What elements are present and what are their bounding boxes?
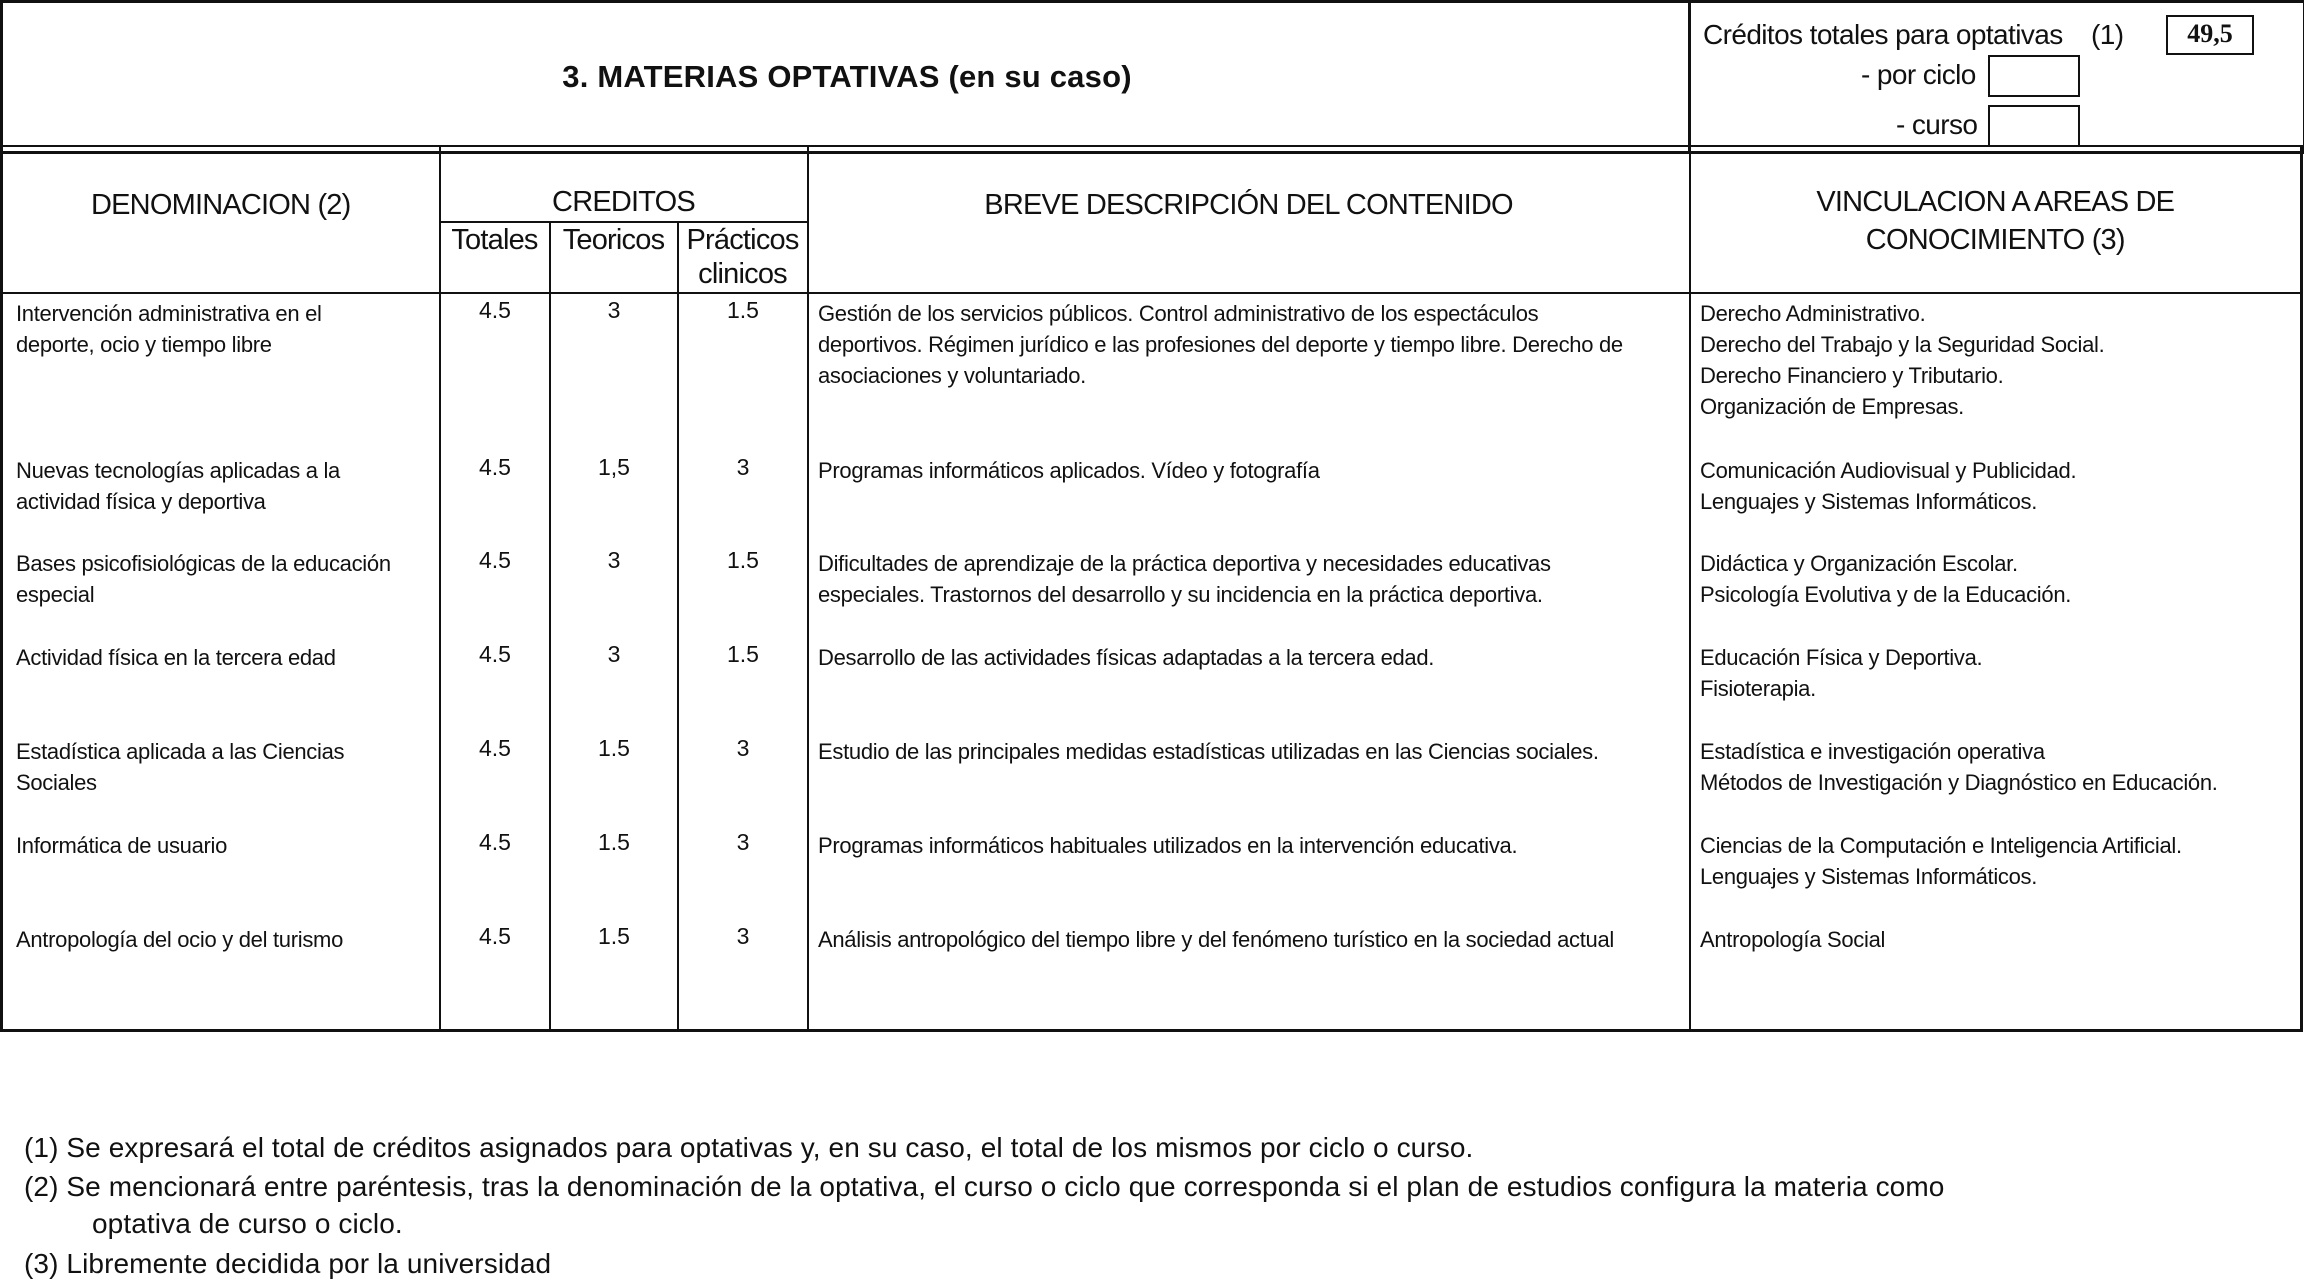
knowledge-area-line: Psicología Evolutiva y de la Educación. (1700, 582, 2072, 607)
credits-practice: 1.5 (727, 641, 759, 667)
credits-total: 4.5 (479, 641, 511, 667)
credits-practice: 3 (736, 735, 750, 761)
subject-description-line: Programas informáticos aplicados. Vídeo y fotografía (818, 458, 1320, 483)
knowledge-area-line: Ciencias de la Computación e Inteligencia Artificial. (1700, 833, 2182, 858)
col-header-creditos: CREDITOS (440, 146, 808, 222)
knowledge-area-line: Derecho Administrativo. (1700, 301, 1926, 326)
credits-theory: 1,5 (598, 454, 630, 480)
knowledge-area-line: Derecho Financiero y Tributario. (1700, 363, 2004, 388)
subject-name-line: Estadística aplicada a las Ciencias (16, 739, 345, 764)
subject-name-line: Nuevas tecnologías aplicadas a la (16, 458, 340, 483)
section-title (0, 0, 1691, 154)
knowledge-area-line: Derecho del Trabajo y la Seguridad Social. (1700, 332, 2105, 357)
footnote-1: (1) Se expresará el total de créditos asignados para optativas y, en su caso, el total de los mismos por ciclo o curso. (24, 1132, 1474, 1163)
footnote-2-line1: (2) Se mencionará entre paréntesis, tras la denominación de la optativa, el curso o ciclo que corresponda si el plan de estudios configura la materia como (24, 1171, 1945, 1202)
section-title-text: 3. MATERIAS OPTATIVAS (en su caso) (562, 59, 1132, 94)
credits-total: 4.5 (479, 454, 511, 480)
credits-practice: 3 (736, 454, 750, 480)
credits-theory: 3 (607, 641, 621, 667)
subject-name-line: Sociales (16, 770, 97, 795)
subject-description-line: Programas informáticos habituales utilizados en la intervención educativa. (818, 833, 1518, 858)
knowledge-area-line: Lenguajes y Sistemas Informáticos. (1700, 489, 2038, 514)
subject-name-line: Informática de usuario (16, 833, 228, 858)
credits-theory: 3 (607, 297, 621, 323)
credits-total: 4.5 (479, 297, 511, 323)
credits-total: 4.5 (479, 923, 511, 949)
col-header-denominacion: DENOMINACION (2) (2, 146, 440, 293)
col-header-vinculacion (1690, 146, 2302, 293)
subject-name-line: actividad física y deportiva (16, 489, 266, 514)
subject-description-line: asociaciones y voluntariado. (818, 363, 1086, 388)
credits-practice: 1.5 (727, 547, 759, 573)
knowledge-area-line: Educación Física y Deportiva. (1700, 645, 1983, 670)
per-course-label: - curso (1896, 109, 1978, 140)
col-header-practicos-line1: Prácticos (686, 224, 799, 256)
knowledge-area-line: Estadística e investigación operativa (1700, 739, 2045, 764)
knowledge-area-line: Comunicación Audiovisual y Publicidad. (1700, 458, 2077, 483)
footnote-3: (3) Libremente decidida por la universidad (24, 1248, 552, 1279)
col-header-totales: Totales (440, 222, 550, 293)
footnote-2-line2: optativa de curso o ciclo. (92, 1208, 403, 1239)
credits-total: 4.5 (479, 735, 511, 761)
knowledge-area-line: Métodos de Investigación y Diagnóstico en Educación. (1700, 770, 2218, 795)
knowledge-area-line: Organización de Empresas. (1700, 394, 1964, 419)
col-header-descripcion: BREVE DESCRIPCIÓN DEL CONTENIDO (808, 146, 1690, 293)
total-credits-value: 49,5 (2187, 19, 2233, 48)
subject-description-line: deportivos. Régimen jurídico e las profesiones del deporte y tiempo libre. Derecho de (818, 332, 1623, 357)
subject-description-line: Análisis antropológico del tiempo libre y del fenómeno turístico en la sociedad actual (818, 927, 1615, 952)
total-credits-note: (1) (2091, 19, 2124, 50)
col-header-vinculacion-line1: VINCULACION A AREAS DE (1816, 186, 2175, 218)
col-header-practicos (678, 222, 808, 293)
per-cycle-label: - por ciclo (1861, 59, 1976, 90)
subject-description-line: Desarrollo de las actividades físicas adaptadas a la tercera edad. (818, 645, 1435, 670)
subject-name-line: especial (16, 582, 95, 607)
knowledge-area-line: Fisioterapia. (1700, 676, 1816, 701)
credits-theory: 1.5 (598, 923, 630, 949)
subject-description-line: Dificultades de aprendizaje de la práctica deportiva y necesidades educativas (818, 551, 1551, 576)
credits-total: 4.5 (479, 829, 511, 855)
credits-theory: 1.5 (598, 829, 630, 855)
col-header-vinculacion-line2: CONOCIMIENTO (3) (1865, 224, 2125, 256)
knowledge-area-line: Lenguajes y Sistemas Informáticos. (1700, 864, 2038, 889)
knowledge-area-line: Antropología Social (1700, 927, 1886, 952)
credits-theory: 3 (607, 547, 621, 573)
per-course-value-box (1988, 105, 2080, 147)
knowledge-area-line: Didáctica y Organización Escolar. (1700, 551, 2018, 576)
col-header-practicos-line2: clinicos (698, 258, 787, 290)
credits-practice: 1.5 (727, 297, 759, 323)
credits-total: 4.5 (479, 547, 511, 573)
col-header-teoricos: Teoricos (550, 222, 678, 293)
subject-name-line: Bases psicofisiológicas de la educación (16, 551, 391, 576)
subject-description-line: Estudio de las principales medidas estadísticas utilizadas en las Ciencias sociales. (818, 739, 1599, 764)
per-cycle-value-box (1988, 55, 2080, 97)
total-credits-value-box (2166, 15, 2254, 55)
subject-name-line: Intervención administrativa en el (16, 301, 322, 326)
subject-description-line: especiales. Trastornos del desarrollo y su incidencia en la práctica deportiva. (818, 582, 1543, 607)
subject-name-line: Antropología del ocio y del turismo (16, 927, 344, 952)
credits-practice: 3 (736, 923, 750, 949)
subject-name-line: deporte, ocio y tiempo libre (16, 332, 272, 357)
subject-description-line: Gestión de los servicios públicos. Control administrativo de los espectáculos (818, 301, 1539, 326)
credits-practice: 3 (736, 829, 750, 855)
credits-theory: 1.5 (598, 735, 630, 761)
total-credits-label: Créditos totales para optativas (1703, 19, 2063, 50)
credits-summary-box (1688, 0, 2304, 154)
subject-name-line: Actividad física en la tercera edad (16, 645, 336, 670)
